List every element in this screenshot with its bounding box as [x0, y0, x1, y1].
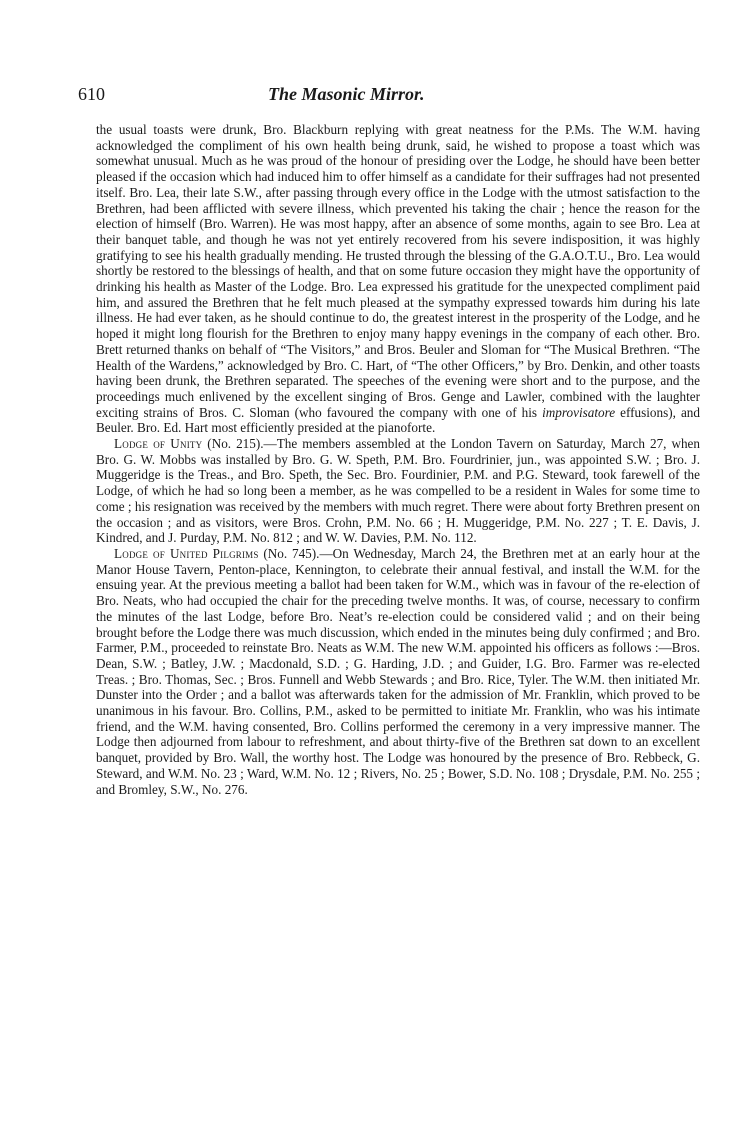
- paragraph-1-text-after: effusions), and Beuler. Bro. Ed. Hart most efficiently presided at the pianoforte.: [96, 404, 700, 436]
- article-body: [96, 122, 700, 797]
- page-number: 610: [78, 84, 105, 104]
- page-header: [78, 84, 682, 112]
- running-title: The Masonic Mirror.: [268, 84, 425, 104]
- paragraph-continuation: [96, 122, 700, 436]
- paragraph-lodge-of-united-pilgrims: [96, 546, 700, 797]
- lodge-of-unity-text: (No. 215).—The members assembled at the London Tavern on Saturday, March 27, when Bro. G. W. Mobbs was installed by Bro. G. W. Speth, P.M. Bro. Fourdrinier, jun., was appointed S.W. ; Bro. J. Muggeridge is the Treas., and Bro. Speth, the Sec. Bro. Fourdinier, P.M. and P.G. Steward, took farewell of the Lodge, of which he had so long been a member, as he was compelled to be a resident in Wales for some time to come ; his resignation was received by the members with much regret. There were about forty Brethren present on the occasion ; and as visitors, were Bros. Crohn, P.M. No. 66 ; H. Muggeridge, P.M. No. 227 ; T. E. Davis, J. Kindred, and J. Purday, P.M. No. 812 ; and W. W. Davies, P.M. No. 112.: [96, 436, 701, 546]
- lodge-of-united-pilgrims-text: (No. 745).—On Wednesday, March 24, the Brethren met at an early hour at the Manor House Tavern, Penton-place, Kennington, to celebrate their annual festival, and install the W.M. for the ensuing year. At the previous meeting a ballot had been taken for W.M., which was in favour of the re-election of Bro. Neats, who had occupied the chair for the preceding twelve months. It was, of course, necessary to confirm the minutes of the last Lodge, before Bro. Neat’s re-election could be considered valid ; and on their being brought before the Lodge there was much discussion, which ended in the minutes being duly confirmed ; and Bro. Farmer, P.M., proceeded to reinstate Bro. Neats as W.M. The new W.M. appointed his officers as follows :—Bros. Dean, S.W. ; Batley, J.W. ; Macdonald, S.D. ; G. Harding, J.D. ; and Guider, I.G. Bro. Farmer was re-elected Treas. ; Bro. Thomas, Sec. ; Bros. Funnell and Webb Stewards ; and Bro. Rice, Tyler. The W.M. then initiated Mr. Dunster into the Order ; and a ballot was afterwards taken for the admission of Mr. Franklin, which proved to be unanimous in his favour. Bro. Collins, P.M., asked to be permitted to initiate Mr. Franklin, who was his intimate friend, and the W.M. having consented, Bro. Collins performed the ceremony in a very impressive manner. The Lodge then adjourned from labour to refreshment, and about thirty-five of the Brethren sat down to an excellent banquet, provided by Bro. Wall, the worthy host. The Lodge was honoured by the presence of Bro. Rebbeck, G. Steward, and W.M. No. 23 ; Ward, W.M. No. 12 ; Rivers, No. 25 ; Bower, S.D. No. 108 ; Drysdale, P.M. No. 255 ; and Bromley, S.W., No. 276.: [96, 545, 700, 797]
- document-page: [78, 84, 701, 797]
- lodge-of-unity-heading: Lodge of Unity: [114, 436, 203, 452]
- paragraph-lodge-of-unity: [96, 436, 700, 546]
- paragraph-1-emphasis: improvisatore: [542, 404, 616, 420]
- paragraph-1-text: the usual toasts were drunk, Bro. Blackburn replying with great neatness for the P.Ms. The W.M. having acknowledged the compliment of his own health being drunk, said, he wished to propose a toast which was somewhat unusual. Much as he was proud of the honour of presiding over the Lodge, he should have been better pleased if the occasion which had induced him to offer himself as a candidate for their suffrages had not presented itself. Bro. Lea, their late S.W., after passing through every office in the Lodge with the utmost satisfaction to the Brethren, had been afflicted with severe illness, which prevented his taking the chair ; hence the reason for the election of himself (Bro. Warren). He was most happy, after an absence of some months, again to see Bro. Lea at their banquet table, and though he was not yet entirely recovered from his severe indisposition, it was highly gratifying to see his health gradually mending. He trusted through the blessing of the G.A.O.T.U., Bro. Lea would shortly be restored to the blessings of health, and that on some future occasion they might have the opportunity of drinking his health as Master of the Lodge. Bro. Lea expressed his gratitude for the unexpected compliment paid him, and assured the Brethren that he felt much pleased at the sympathy expressed towards him during his late illness. He had ever taken, as he should continue to do, the greatest interest in the prosperity of the Lodge, and he hoped it might long flourish for the Brethren to enjoy many happy evenings in the company of each other. Bro. Brett returned thanks on behalf of “The Visitors,” and Bros. Beuler and Sloman for “The Musical Brethren. “The Health of the Wardens,” acknowledged by Bro. C. Hart, of “The other Officers,” by Bro. Denkin, and other toasts having been drunk, the Brethren separated. The speeches of the evening were short and to the purpose, and the proceedings much enlivened by the excellent singing of Bros. Genge and Lawler, combined with the laughter exciting strains of Bros. C. Sloman (who favoured the company with one of his: [96, 122, 700, 420]
- lodge-of-united-pilgrims-heading: Lodge of United Pilgrims: [114, 545, 259, 561]
